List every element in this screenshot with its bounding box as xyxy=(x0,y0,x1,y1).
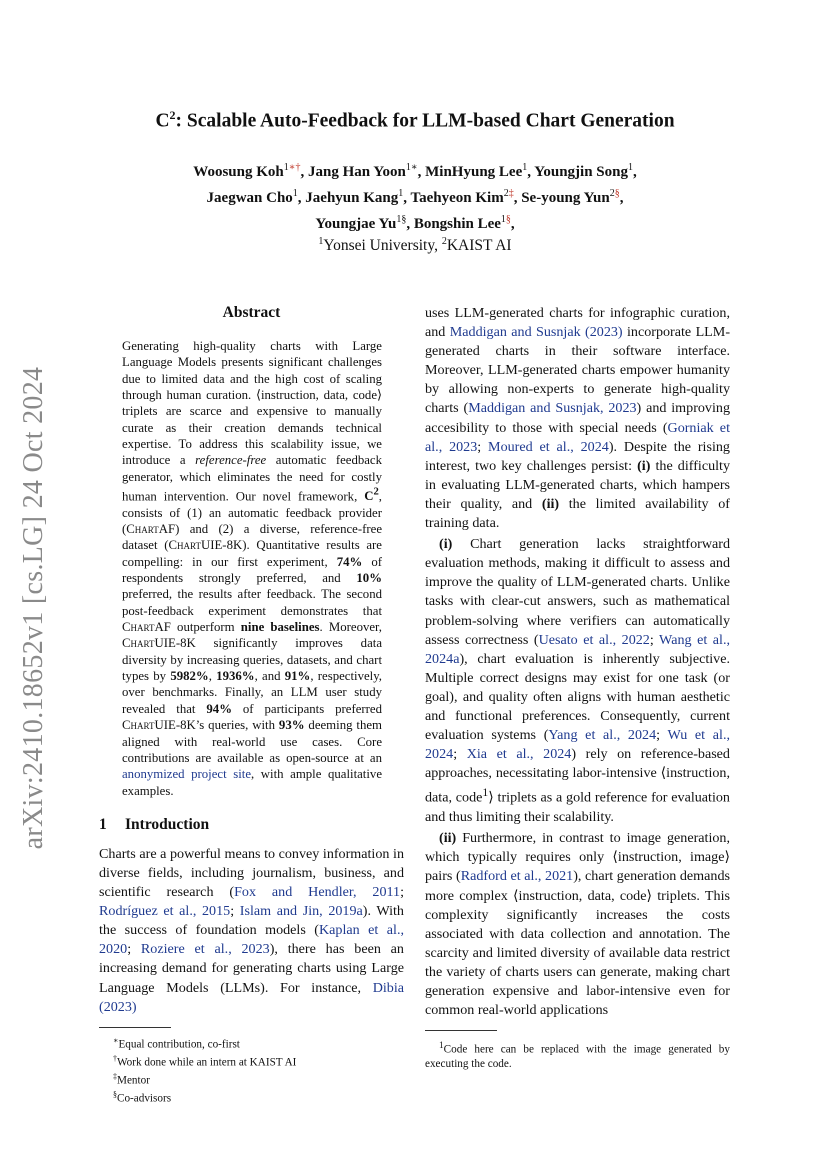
author-affiliation-mark: 1 xyxy=(292,188,298,199)
abstract-heading: Abstract xyxy=(222,304,281,321)
author-affiliation-mark: 1 xyxy=(398,188,404,199)
author-affiliation-mark: 1 xyxy=(627,162,633,173)
right-column xyxy=(425,304,730,1072)
author-list xyxy=(120,157,710,235)
footnote-item: †Work done while an intern at KAIST AI xyxy=(113,1053,297,1069)
author-affiliation-mark: 1∗† xyxy=(283,162,301,173)
affiliations: $^1$Yonsei University, $^2$KAIST AI xyxy=(318,236,512,255)
author-name: Youngjin Song xyxy=(534,164,628,180)
right-column-body xyxy=(425,304,730,1020)
author-name: Jaegwan Cho xyxy=(206,190,293,206)
author-affiliation-mark: 1§ xyxy=(396,214,407,225)
intro-paragraph-1: Charts are a powerful means to convey information in diverse fields, including journalism, business, and scientific research (Fox and Hendler, 2011; Rodríguez et al., 2015; Islam and Jin, 2019a). With the success of foundation models (Kaplan et al., 2020; Roziere et al., 2023), there has been an increasing demand for generating charts using Large Language Models (LLMs). For instance, Dibia (2023) xyxy=(99,845,405,1015)
author-name: Youngjae Yu xyxy=(315,216,397,232)
author-name: Bongshin Lee xyxy=(413,216,501,232)
footnote-code: $^1$Code here can be replaced with the image generated by executing the code. xyxy=(425,1041,730,1071)
author-name: Jang Han Yoon xyxy=(308,164,406,180)
author-name: Taehyeon Kim xyxy=(410,190,504,206)
arxiv-identifier: arXiv:2410.18652v1 [cs.LG] 24 Oct 2024 xyxy=(18,366,49,850)
footnote-item: ∗Equal contribution, co-first xyxy=(113,1035,240,1051)
footnote-item: ‡Mentor xyxy=(113,1072,150,1087)
author-line-3: Youngjae $Yu^{1\S}$, Bongshin Lee$^{1\S}$, xyxy=(315,214,515,232)
footnote-item: §Co-advisors xyxy=(113,1090,172,1105)
section-heading-introduction: 1 Introduction xyxy=(99,815,210,833)
paragraph-challenge-data: (ii) Furthermore, in contrast to image generation, which typically requires only ⟨instruction, image⟩ pairs (Radford et al., 2021), chart generation demands more complex ⟨instruction, data, code⟩ triplets. This complexity significantly increases the costs associated with data collection and annotation. The scarcity and limited diversity of available data restrict the variety of charts users can generate, making chart generation expensive and labor-intensive even for common real-world applications xyxy=(425,830,730,1019)
author-line-1: Woosung Koh$^{1∗\dagger}$, Jang Han Yoon$^{1∗}$, MinHyung Lee$^1$, Youngjin Song$^1$, xyxy=(193,162,637,180)
author-name: MinHyung Lee xyxy=(425,164,523,180)
footnotes xyxy=(99,1034,404,1107)
footnote-divider-right xyxy=(425,1030,497,1031)
arxiv-side-stamp xyxy=(14,0,54,1171)
author-affiliation-mark: 1∗ xyxy=(405,162,418,173)
paper-title: $C^2$: Scalable Auto-Feedback for LLM-based Chart Generation xyxy=(155,108,675,132)
author-affiliation-mark: 1 xyxy=(522,162,528,173)
author-name: Se-young Yun xyxy=(521,190,610,206)
author-line-2: Jaegwan Cho$^1$, Jaehyun Kang$^1$, Taehyeon Kim$^{2\ddagger}$, Se-young Yun$^{2\S}$, xyxy=(206,188,624,206)
paragraph-motivation: uses LLM-generated charts for infographic curation, and Maddigan and Susnjak (2023) incorporate LLM-generated charts in their software interface. Moreover, LLM-generated charts empower humanity by allowing non-experts to generate high-quality charts (Maddigan and Susnjak, 2023) and improving accesibility to those with special needs (Gorniak et al., 2023; Moured et al., 2024). Despite the rising interest, two key challenges persist: (i) the difficulty in evaluating LLM-generated charts, which hampers their quality, and (ii) the limited availability of training data. xyxy=(425,305,731,532)
author-affiliation-mark: 2§ xyxy=(609,188,620,199)
author-affiliation-mark: 1§ xyxy=(500,214,511,225)
paragraph-challenge-evaluation: (i) Chart generation lacks straightforward evaluation methods, making it difficult to assess and improve the quality of LLM-generated charts. Unlike tasks with clear-cut answers, such as mathematical problem-solving where verifiers can automatically assess correctness (Uesato et al., 2022; Wang et al., 2024a), chart evaluation is inherently subjective. Multiple correct designs may exist for one task (or goal), and quality often aligns with human aesthetic and functional preferences. Consequently, current evaluation systems (Yang et al., 2024; Wu et al., 2024; Xia et al., 2024) rely on reference-based approaches, necessitating labor-intensive ⟨instruction, data, code$^1$⟩ triplets as a gold reference for evaluation and thus limiting their scalability. xyxy=(425,536,730,826)
abstract-text: Generating high-quality charts with Large Language Models presents significant challenges due to limited data and the high cost of scaling through human curation. ⟨instruction, data, code⟩ triplets are scarce and expensive to manually curate as their creation demands technical expertise. To address this scalability issue, we introduce a reference-free automatic feedback generator, which eliminates the need for costly human intervention. Our novel framework, $C^2$, consists of (1) an automatic feedback provider (ChartAF) and (2) a diverse, reference-free dataset (ChartUIE-8K). Quantitative results are compelling: in our first experiment, 74% of respondents strongly preferred, and 10% preferred, the results after feedback. The second post-feedback experiment demonstrates that ChartAF outperform nine baselines. Moreover, ChartUIE-8K significantly improves data diversity by increasing queries, datasets, and chart types by 5982%, 1936%, and 91%, respectively, over benchmarks. Finally, an LLM user study revealed that 94% of participants preferred ChartUIE-8K’s queries, with 93% deeming them aligned with real-world use cases. Core contributions are available as open-source at an anonymized project site, with ample qualitative examples. xyxy=(122,339,383,798)
author-name: Jaehyun Kang xyxy=(305,190,399,206)
author-affiliation-mark: 2‡ xyxy=(503,188,514,199)
author-name: Woosung Koh xyxy=(193,164,284,180)
left-column xyxy=(99,300,404,1106)
footnote-divider xyxy=(99,1027,171,1028)
